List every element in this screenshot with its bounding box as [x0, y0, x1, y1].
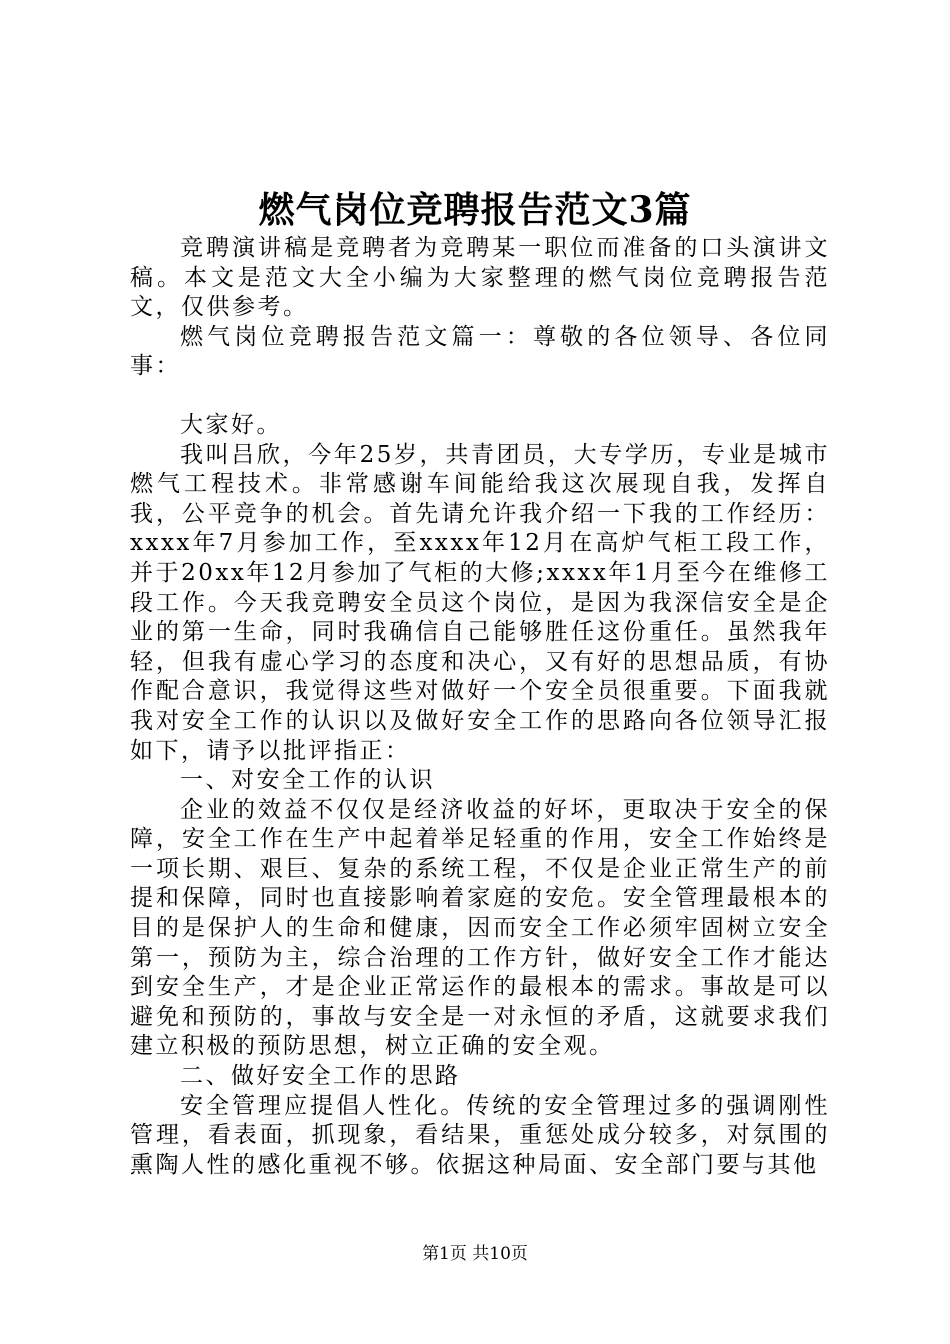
self-introduction-paragraph: 我叫吕欣，今年25岁，共青团员，大专学历，专业是城市燃气工程技术。非常感谢车间能给我这次展现自我，发挥自我，公平竞争的机会。首先请允许我介绍一下我的工作经历：xxxx年7月参加工作，至xxxx年12月在高炉气柜工段工作，并于20xx年12月参加了气柜的大修;xxxx年1月至今在维修工段工作。今天我竞聘安全员这个岗位，是因为我深信安全是企业的第一生命，同时我确信自己能够胜任这份重任。虽然我年轻，但我有虚心学习的态度和决心，又有好的思想品质，有协作配合意识，我觉得这些对做好一个安全员很重要。下面我就我对安全工作的认识以及做好安全工作的思路向各位领导汇报如下，请予以批评指正：: [130, 441, 830, 764]
document-body: [130, 234, 830, 1180]
section-heading-2: 二、做好安全工作的思路: [180, 1063, 461, 1090]
intro-paragraph: 竞聘演讲稿是竞聘者为竞聘某一职位而准备的口头演讲文稿。本文是范文大全小编为大家整理的燃气岗位竞聘报告范文，仅供参考。: [130, 235, 830, 321]
section-heading-1: 一、对安全工作的认识: [180, 767, 435, 794]
greeting-paragraph: 大家好。: [180, 411, 282, 438]
safety-approach-paragraph: 安全管理应提倡人性化。传统的安全管理过多的强调刚性管理，看表面，抓现象，看结果，重惩处成分较多，对氛围的熏陶人性的感化重视不够。依据这种局面、安全部门要与其他: [130, 1092, 830, 1178]
document-title: 燃气岗位竞聘报告范文3篇: [258, 189, 692, 231]
salutation-paragraph: 燃气岗位竞聘报告范文篇一：尊敬的各位领导、各位同事：: [130, 323, 830, 380]
page-number-footer: 第1页 共10页: [422, 1244, 528, 1264]
safety-understanding-paragraph: 企业的效益不仅仅是经济收益的好坏，更取决于安全的保障，安全工作在生产中起着举足轻重的作用，安全工作始终是一项长期、艰巨、复杂的系统工程，不仅是企业正常生产的前提和保障，同时也直接影响着家庭的安危。安全管理最根本的目的是保护人的生命和健康，因而安全工作必须牢固树立安全第一，预防为主，综合治理的工作方针，做好安全工作才能达到安全生产，才是企业正常运作的最根本的需求。事故是可以避免和预防的，事故与安全是一对永恒的矛盾，这就要求我们建立积极的预防思想，树立正确的安全观。: [130, 796, 830, 1060]
